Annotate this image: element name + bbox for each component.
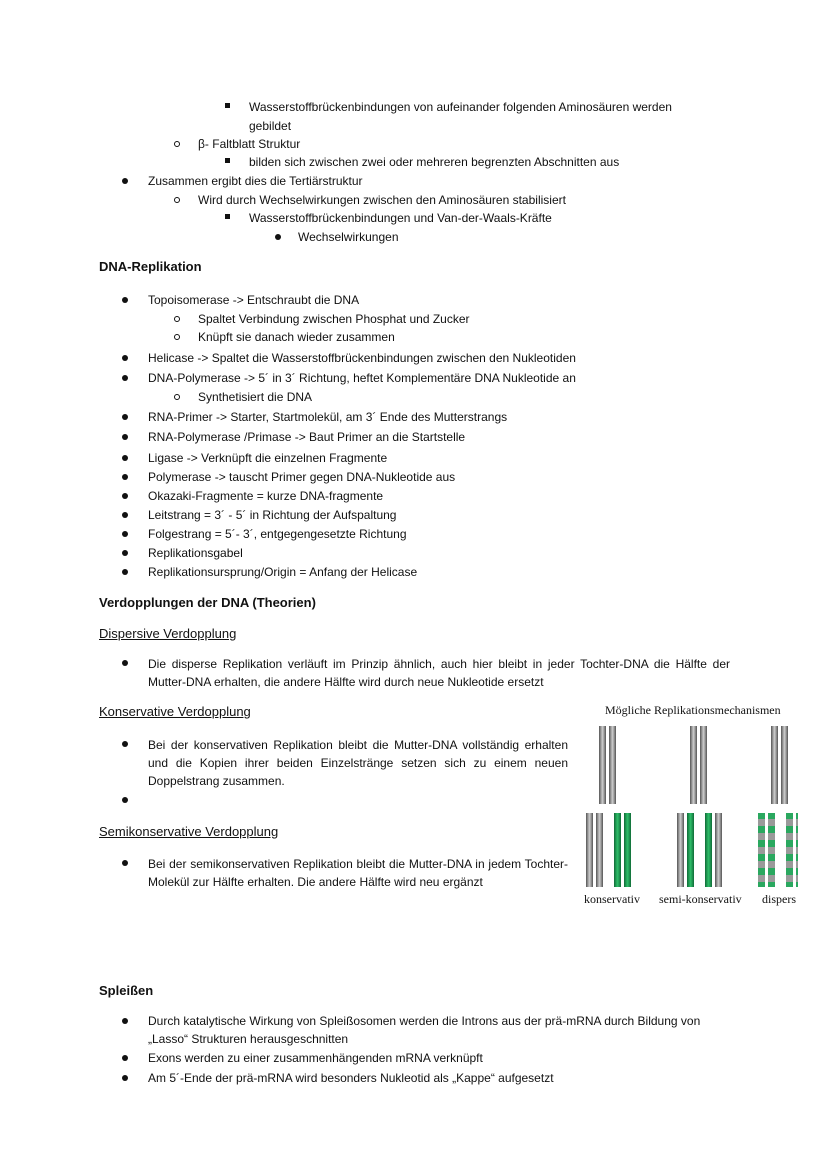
strand-new xyxy=(624,813,631,887)
bullet-square xyxy=(225,103,230,108)
bullet-dot xyxy=(122,375,128,381)
list-item: Okazaki-Fragmente = kurze DNA-fragmente xyxy=(148,489,384,503)
bullet-dot xyxy=(275,234,281,240)
replication-figure xyxy=(578,700,798,910)
subsection-title: Dispersive Verdopplung xyxy=(99,626,237,641)
bullet-square xyxy=(225,214,230,219)
list-item: Durch katalytische Wirkung von Spleißosomen werden die Introns aus der prä-mRNA durch Bildung von xyxy=(148,1014,701,1028)
bullet-dot xyxy=(122,493,128,499)
section-heading: Spleißen xyxy=(99,983,154,998)
figure-title: Mögliche Replikationsmechanismen xyxy=(605,703,781,717)
bullet-dot xyxy=(122,797,128,803)
text-line: bilden sich zwischen zwei oder mehreren begrenzten Abschnitten aus xyxy=(249,155,620,169)
list-item: DNA-Polymerase -> 5´ in 3´ Richtung, heftet Komplementäre DNA Nukleotide an xyxy=(148,371,576,385)
bullet-dot xyxy=(122,512,128,518)
paragraph: Bei der konservativen Replikation bleibt die Mutter-DNA vollständig erhalten und die Kopien ihrer beiden Einzelstränge setzen sich zu einem neuen Doppelstrang zusammen. xyxy=(148,738,568,788)
text-line: Wasserstoffbrückenbindungen von aufeinander folgenden Aminosäuren werden xyxy=(249,100,672,114)
list-item: Am 5´-Ende der prä-mRNA wird besonders Nukleotid als „Kappe“ aufgesetzt xyxy=(148,1071,554,1085)
text-line: β- Faltblatt Struktur xyxy=(198,137,301,151)
strand-mixed xyxy=(768,813,775,887)
strand-parent xyxy=(700,726,707,804)
strand-parent xyxy=(599,726,606,804)
bullet-dot xyxy=(122,297,128,303)
text-line: Wechselwirkungen xyxy=(298,230,399,244)
list-item: „Lasso“ Strukturen herausgeschnitten xyxy=(148,1032,349,1046)
bullet-dot xyxy=(122,741,128,747)
bullet-dot xyxy=(122,550,128,556)
bullet-dot xyxy=(122,860,128,866)
bullet-square xyxy=(225,158,230,163)
strand-parent xyxy=(781,726,788,804)
bullet-dot xyxy=(122,414,128,420)
list-item: Knüpft sie danach wieder zusammen xyxy=(198,330,395,344)
strand-new xyxy=(705,813,712,887)
list-item: Leitstrang = 3´ - 5´ in Richtung der Aufspaltung xyxy=(148,508,397,522)
paragraph: Bei der semikonservativen Replikation bleibt die Mutter-DNA in jedem Tochter-Molekül zur Hälfte erhalten. Die andere Hälfte wird neu ergänzt xyxy=(148,857,568,889)
text-line: Wird durch Wechselwirkungen zwischen den Aminosäuren stabilisiert xyxy=(198,193,566,207)
strand-new xyxy=(614,813,621,887)
figure-label-dispers: dispers xyxy=(762,892,796,906)
strand-old xyxy=(677,813,684,887)
list-item: Folgestrang = 5´- 3´, entgegengesetzte Richtung xyxy=(148,527,407,541)
strand-old xyxy=(715,813,722,887)
text-line: gebildet xyxy=(249,119,292,133)
bullet-dot xyxy=(122,474,128,480)
strand-old xyxy=(586,813,593,887)
list-item: Synthetisiert die DNA xyxy=(198,390,313,404)
strand-mixed xyxy=(786,813,793,887)
strand-diagram xyxy=(578,700,798,910)
bullet-circle xyxy=(174,316,180,322)
list-item: RNA-Primer -> Starter, Startmolekül, am 3´ Ende des Mutterstrangs xyxy=(148,410,508,424)
bullet-dot xyxy=(122,1055,128,1061)
bullet-dot xyxy=(122,569,128,575)
list-item: Polymerase -> tauscht Primer gegen DNA-Nukleotide aus xyxy=(148,470,456,484)
text-line: Wasserstoffbrückenbindungen und Van-der-Waals-Kräfte xyxy=(249,211,552,225)
strand-parent xyxy=(771,726,778,804)
list-item: Topoisomerase -> Entschraubt die DNA xyxy=(148,293,360,307)
list-item: Replikationsgabel xyxy=(148,546,243,560)
text-line: Zusammen ergibt dies die Tertiärstruktur xyxy=(148,174,363,188)
bullet-circle xyxy=(174,197,180,203)
strand-old xyxy=(596,813,603,887)
bullet-dot xyxy=(122,660,128,666)
figure-label-konservativ: konservativ xyxy=(584,892,640,906)
strand-parent xyxy=(609,726,616,804)
strand-mixed xyxy=(796,813,798,887)
list-item: Helicase -> Spaltet die Wasserstoffbrückenbindungen zwischen den Nukleotiden xyxy=(148,351,576,365)
bullet-circle xyxy=(174,394,180,400)
bullet-dot xyxy=(122,1018,128,1024)
paragraph: Die disperse Replikation verläuft im Prinzip ähnlich, auch hier bleibt in jeder Tochter-DNA die Hälfte der Mutter-DNA erhalten, die andere Hälfte wird durch neue Nukleotide ersetzt xyxy=(148,657,730,689)
bullet-dot xyxy=(122,455,128,461)
bullet-dot xyxy=(122,434,128,440)
section-heading: Verdopplungen der DNA (Theorien) xyxy=(99,595,316,610)
strand-mixed xyxy=(758,813,765,887)
subsection-title: Semikonservative Verdopplung xyxy=(99,824,279,839)
bullet-dot xyxy=(122,355,128,361)
bullet-dot xyxy=(122,1075,128,1081)
bullet-dot xyxy=(122,531,128,537)
figure-label-semi: semi-konservativ xyxy=(659,892,742,906)
bullet-circle xyxy=(174,141,180,147)
list-item: Ligase -> Verknüpft die einzelnen Fragmente xyxy=(148,451,388,465)
strand-new xyxy=(687,813,694,887)
list-item: Spaltet Verbindung zwischen Phosphat und Zucker xyxy=(198,312,470,326)
list-item: RNA-Polymerase /Primase -> Baut Primer an die Startstelle xyxy=(148,430,466,444)
section-heading: DNA-Replikation xyxy=(99,259,202,274)
strand-parent xyxy=(690,726,697,804)
bullet-dot xyxy=(122,178,128,184)
list-item: Exons werden zu einer zusammenhängenden mRNA verknüpft xyxy=(148,1051,483,1065)
list-item: Replikationsursprung/Origin = Anfang der Helicase xyxy=(148,565,418,579)
subsection-title: Konservative Verdopplung xyxy=(99,704,251,719)
bullet-circle xyxy=(174,334,180,340)
